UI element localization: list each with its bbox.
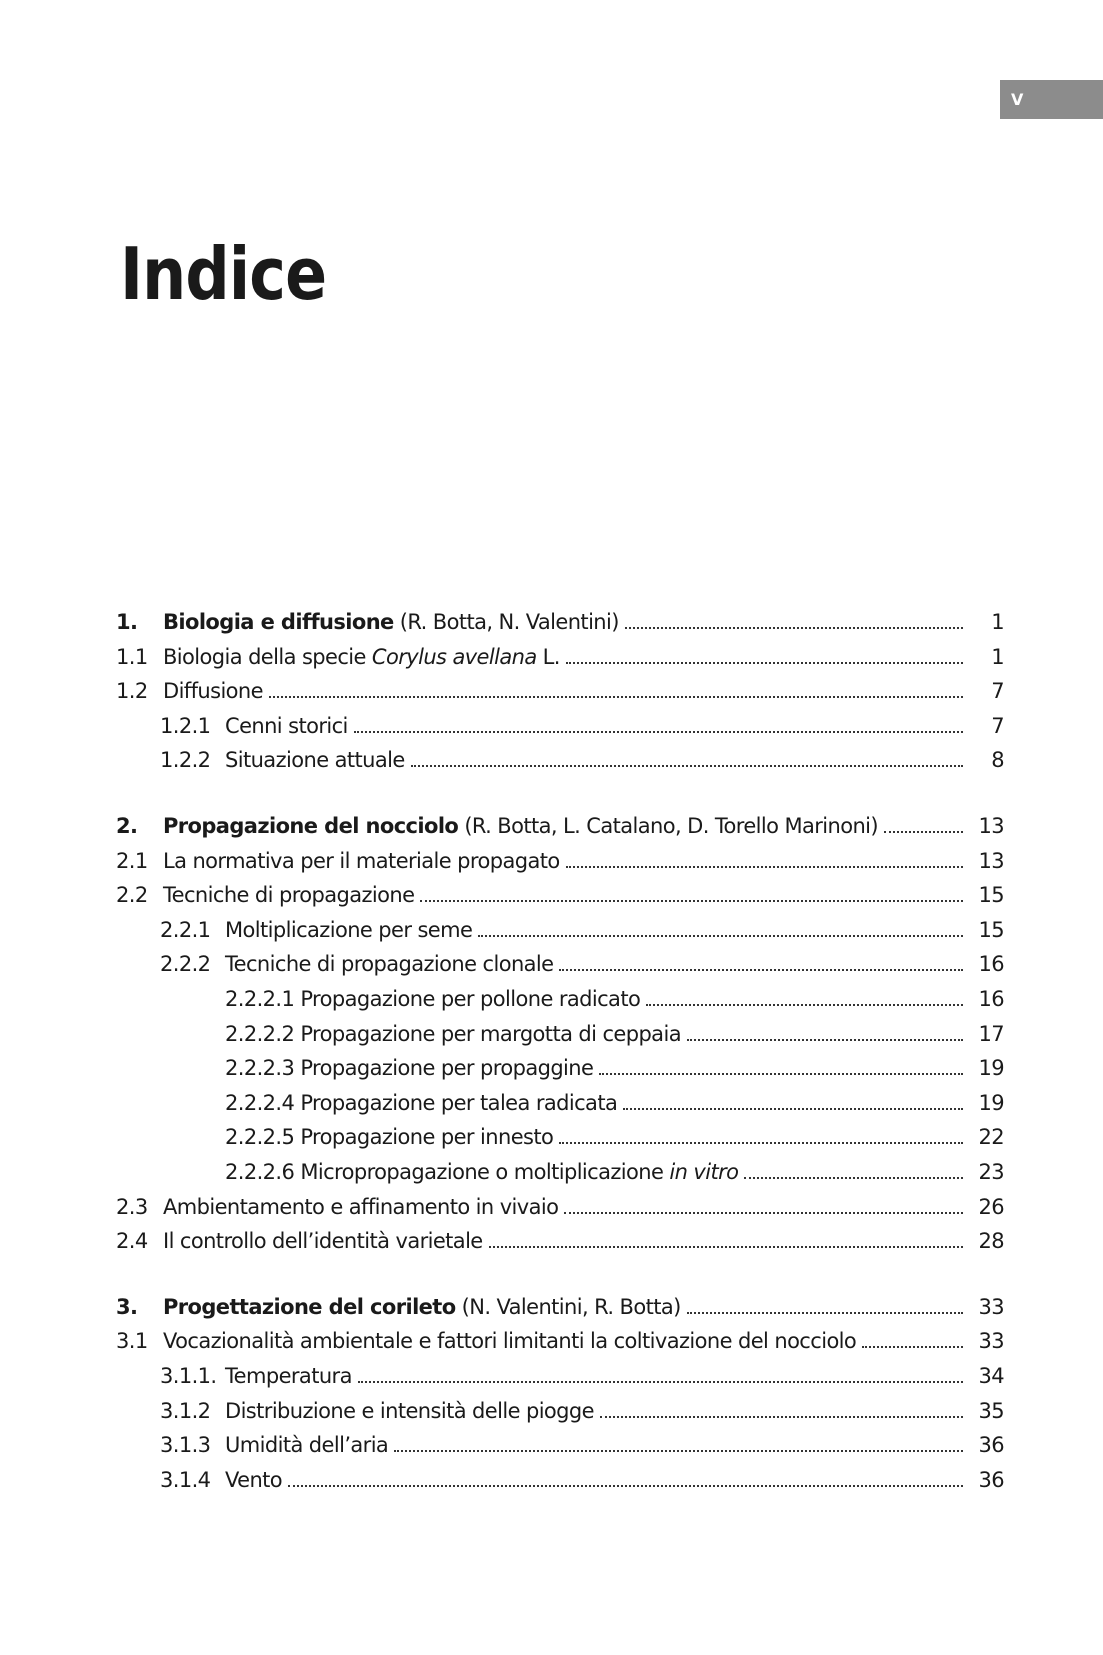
dot-leader: [411, 765, 963, 767]
dot-leader: [559, 1142, 963, 1144]
toc-entry-number: 2.1: [116, 848, 148, 873]
toc-entry: [0, 1017, 1103, 1051]
toc-entry-page: 8: [991, 748, 1004, 773]
toc-entry-number: 1.2.1: [160, 713, 211, 738]
dot-leader: [489, 1246, 963, 1248]
toc-entry-title-text: Moltiplicazione per seme: [225, 917, 473, 942]
toc-entry-title-text: Propagazione del nocciolo: [163, 814, 459, 838]
toc-entry-number: 2.: [116, 814, 138, 838]
page-number: V: [1011, 90, 1024, 109]
dot-leader: [687, 1039, 963, 1041]
toc-entry-title: [225, 1051, 599, 1085]
toc-entry: [0, 982, 1103, 1016]
toc-entry-number: 2.2.1: [160, 917, 211, 942]
toc-entry: [0, 913, 1103, 947]
toc-entry-title: [225, 1394, 600, 1428]
dot-leader: [288, 1485, 963, 1487]
toc-entry-number: 2.2.2.2: [225, 1021, 295, 1046]
toc-entry-authors: (R. Botta, L. Catalano, D. Torello Marinoni): [458, 814, 879, 838]
toc-entry: [0, 1155, 1103, 1189]
dot-leader: [566, 662, 963, 664]
toc-entry: [0, 1120, 1103, 1154]
toc-entry-number: 2.3: [116, 1194, 148, 1219]
toc-entry-number: 2.2.2: [160, 952, 211, 977]
toc-entry-title-text: Biologia e diffusione: [163, 610, 394, 634]
toc-entry-number: 1.2.2: [160, 748, 211, 773]
toc-entry: [0, 1324, 1103, 1358]
toc-entry-title: [225, 1359, 358, 1393]
toc-entry-title: [163, 1324, 862, 1358]
toc-entry-number: 1.1: [116, 644, 148, 669]
toc-entry-title: [225, 1428, 394, 1462]
toc-entry-title: [225, 1463, 288, 1497]
toc-entry: [0, 1290, 1103, 1324]
toc-entry-number: 3.1.4: [160, 1467, 211, 1492]
toc-entry-page: 35: [978, 1398, 1004, 1423]
toc-entry: [0, 1224, 1103, 1258]
toc-entry-page: 16: [978, 987, 1004, 1011]
toc-entry: [0, 640, 1103, 674]
toc-entry-page: 16: [978, 952, 1004, 977]
toc-entry-title-text: Temperatura: [225, 1364, 352, 1388]
toc-entry-title-text: Distribuzione e intensità delle piogge: [225, 1398, 594, 1423]
dot-leader: [600, 1416, 963, 1418]
toc-entry-italic-text: Corylus avellana: [371, 644, 537, 669]
dot-leader: [478, 935, 963, 937]
toc-entry-title: [163, 1290, 687, 1324]
toc-entry-title-text: Propagazione per innesto: [300, 1125, 554, 1150]
toc-entry-page: 22: [978, 1125, 1004, 1150]
toc-entry-page: 33: [978, 1329, 1004, 1354]
toc-entry-title-text: Vocazionalità ambientale e fattori limitanti la coltivazione del nocciolo: [163, 1329, 857, 1354]
toc-entry-title-text: Il controllo dell’identità varietale: [163, 1229, 483, 1254]
toc-entry-title: [225, 1017, 687, 1051]
toc-entry-title: [225, 1120, 559, 1154]
dot-leader: [599, 1073, 963, 1075]
toc-entry-title: [225, 1155, 744, 1189]
page-title: Indice: [120, 232, 327, 316]
toc-entry: [0, 947, 1103, 981]
toc-entry-page: 15: [978, 917, 1004, 942]
toc-entry-title: [225, 982, 646, 1016]
toc-entry-page: 1: [991, 610, 1004, 634]
toc-entry-number: 2.2.2.5: [225, 1125, 295, 1150]
toc-entry-title-text: Propagazione per margotta di ceppaia: [300, 1021, 681, 1046]
toc-entry-number: 3.: [116, 1294, 138, 1319]
toc-entry-title: [225, 709, 354, 743]
toc-entry: [0, 743, 1103, 777]
toc-entry-authors: (R. Botta, N. Valentini): [393, 610, 619, 634]
toc-entry-number: 2.2.2.3: [225, 1056, 295, 1081]
toc-entry: [0, 1051, 1103, 1085]
toc-entry-page: 15: [978, 883, 1004, 908]
toc-entry: [0, 674, 1103, 708]
toc-entry-title-text: Biologia della specie: [163, 644, 372, 669]
page-number-tab: [1000, 80, 1103, 119]
toc-entry-title: [163, 1224, 489, 1258]
toc-entry-title: [225, 913, 478, 947]
toc-entry-page: 17: [978, 1021, 1004, 1046]
toc-entry-page: 33: [978, 1294, 1004, 1319]
toc-entry-title-text: Micropropagazione o moltiplicazione: [300, 1160, 670, 1184]
dot-leader: [862, 1346, 963, 1348]
toc-entry-title: [225, 947, 559, 981]
toc-entry-number: 3.1.1.: [160, 1364, 217, 1388]
toc-entry: [0, 1463, 1103, 1497]
dot-leader: [420, 900, 963, 902]
toc-entry-title-text: Tecniche di propagazione: [163, 883, 415, 908]
dot-leader: [269, 696, 963, 698]
toc-entry-title-text: Tecniche di propagazione clonale: [225, 952, 554, 977]
toc-entry-page: 28: [978, 1229, 1004, 1254]
dot-leader: [625, 627, 963, 629]
toc-entry-number: 2.2.2.1: [225, 987, 295, 1011]
toc-entry: [0, 878, 1103, 912]
toc-entry-title-text: Propagazione per propaggine: [300, 1056, 594, 1081]
toc-entry-title: [163, 844, 566, 878]
dot-leader: [744, 1177, 963, 1179]
toc-entry-title-text: Propagazione per talea radicata: [300, 1090, 618, 1115]
toc-entry: [0, 1190, 1103, 1224]
toc-entry-authors: (N. Valentini, R. Botta): [455, 1294, 681, 1319]
toc-entry-page: 23: [978, 1160, 1004, 1184]
toc-entry-title-text: Progettazione del corileto: [163, 1294, 456, 1319]
toc-entry-title-text: Situazione attuale: [225, 748, 405, 773]
toc-entry-number: 1.: [116, 610, 138, 634]
toc-entry-page: 34: [978, 1364, 1004, 1388]
toc-entry-page: 7: [991, 713, 1004, 738]
dot-leader: [394, 1450, 963, 1452]
toc-entry: [0, 709, 1103, 743]
dot-leader: [623, 1108, 963, 1110]
toc-entry: [0, 605, 1103, 639]
toc-entry: [0, 1428, 1103, 1462]
toc-entry: [0, 844, 1103, 878]
toc-entry-title: [163, 1190, 564, 1224]
toc-entry-page: 19: [978, 1090, 1004, 1115]
dot-leader: [358, 1381, 963, 1383]
toc-entry-page: 1: [991, 644, 1004, 669]
toc-entry-title-text: Ambientamento e affinamento in vivaio: [163, 1194, 559, 1219]
toc-entry-number: 2.2.2.6: [225, 1160, 295, 1184]
dot-leader: [884, 831, 963, 833]
dot-leader: [564, 1212, 963, 1214]
dot-leader: [354, 731, 963, 733]
toc-entry-number: 2.2.2.4: [225, 1090, 295, 1115]
toc-entry-title: [225, 1086, 623, 1120]
toc-entry-title-text: La normativa per il materiale propagato: [163, 848, 560, 873]
toc-entry-number: 3.1.2: [160, 1398, 211, 1423]
toc-entry-title: [225, 743, 411, 777]
dot-leader: [687, 1312, 963, 1314]
toc-entry-page: 13: [978, 848, 1004, 873]
toc-entry: [0, 1086, 1103, 1120]
toc-entry-page: 26: [978, 1194, 1004, 1219]
toc-entry: [0, 1359, 1103, 1393]
toc-entry-page: 7: [991, 679, 1004, 704]
toc-entry-number: 3.1: [116, 1329, 148, 1354]
toc-entry-number: 3.1.3: [160, 1433, 211, 1458]
toc-entry-title-text: Vento: [225, 1467, 283, 1492]
dot-leader: [646, 1004, 963, 1006]
toc-entry-page: 36: [978, 1433, 1004, 1458]
toc-entry-title-text: Umidità dell’aria: [225, 1433, 389, 1458]
toc-entry-number: 2.2: [116, 883, 148, 908]
toc-entry-page: 19: [978, 1056, 1004, 1081]
toc-entry-title: [163, 640, 566, 674]
toc-entry-title: [163, 605, 625, 639]
toc-entry-title: [163, 878, 420, 912]
dot-leader: [559, 969, 963, 971]
toc-entry-number: 1.2: [116, 679, 148, 704]
toc-entry-title: [163, 674, 269, 708]
toc-entry-title: [163, 809, 884, 843]
toc-entry-italic-text: in vitro: [669, 1160, 739, 1184]
toc-entry-number: 2.4: [116, 1229, 148, 1254]
toc-entry-title-text: Diffusione: [163, 679, 263, 704]
toc-entry: [0, 809, 1103, 843]
toc-entry-page: 13: [978, 814, 1004, 838]
toc-entry: [0, 1394, 1103, 1428]
toc-entry-title-text: Propagazione per pollone radicato: [300, 987, 641, 1011]
toc-entry-suffix: L.: [536, 644, 560, 669]
dot-leader: [566, 866, 963, 868]
toc-entry-title-text: Cenni storici: [225, 713, 348, 738]
toc-entry-page: 36: [978, 1467, 1004, 1492]
